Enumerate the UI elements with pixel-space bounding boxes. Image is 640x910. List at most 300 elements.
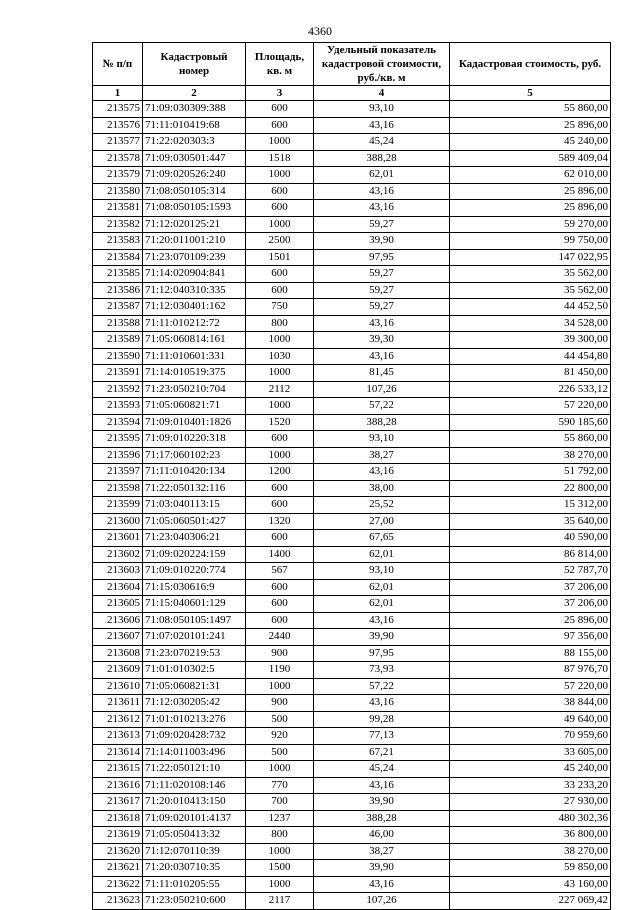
cell-area: 750 <box>246 299 314 316</box>
cell-cadastral-number: 71:09:030309:388 <box>143 101 246 118</box>
cell-area: 500 <box>246 744 314 761</box>
cell-cadastral-number: 71:15:030616:9 <box>143 579 246 596</box>
cell-cadastral-value: 59 850,00 <box>450 860 611 877</box>
cell-specific-rate: 62,01 <box>314 596 450 613</box>
cell-index: 213614 <box>93 744 143 761</box>
cell-cadastral-number: 71:20:030710:35 <box>143 860 246 877</box>
cell-index: 213577 <box>93 134 143 151</box>
cell-area: 1520 <box>246 414 314 431</box>
column-number-row <box>93 86 611 101</box>
cell-area: 600 <box>246 101 314 118</box>
cell-specific-rate: 107,26 <box>314 381 450 398</box>
table-row <box>93 629 611 646</box>
cell-cadastral-number: 71:12:070110:39 <box>143 843 246 860</box>
cell-cadastral-number: 71:23:070109:239 <box>143 249 246 266</box>
cell-cadastral-number: 71:17:060102:23 <box>143 447 246 464</box>
cell-area: 567 <box>246 563 314 580</box>
cell-area: 600 <box>246 282 314 299</box>
cell-specific-rate: 39,30 <box>314 332 450 349</box>
header-cadastral-number: Кадастровый номер <box>143 43 246 86</box>
cell-cadastral-value: 35 562,00 <box>450 282 611 299</box>
cell-specific-rate: 39,90 <box>314 794 450 811</box>
cell-area: 1000 <box>246 678 314 695</box>
table-row <box>93 480 611 497</box>
cell-index: 213604 <box>93 579 143 596</box>
cell-specific-rate: 43,16 <box>314 348 450 365</box>
table-row <box>93 183 611 200</box>
cell-index: 213611 <box>93 695 143 712</box>
table-row <box>93 431 611 448</box>
column-number: 3 <box>246 86 314 101</box>
cell-specific-rate: 388,28 <box>314 810 450 827</box>
cell-index: 213607 <box>93 629 143 646</box>
cell-area: 2117 <box>246 893 314 910</box>
table-row <box>93 761 611 778</box>
table-row <box>93 101 611 118</box>
cell-cadastral-number: 71:09:010401:1826 <box>143 414 246 431</box>
cell-cadastral-number: 71:08:050105:1593 <box>143 200 246 217</box>
cell-cadastral-number: 71:12:030401:162 <box>143 299 246 316</box>
cell-cadastral-number: 71:09:030501:447 <box>143 150 246 167</box>
cell-area: 2112 <box>246 381 314 398</box>
table-row <box>93 662 611 679</box>
cell-specific-rate: 39,90 <box>314 629 450 646</box>
cell-cadastral-value: 44 454,80 <box>450 348 611 365</box>
cell-specific-rate: 107,26 <box>314 893 450 910</box>
cell-cadastral-value: 55 860,00 <box>450 101 611 118</box>
cell-cadastral-number: 71:09:020526:240 <box>143 167 246 184</box>
cell-cadastral-number: 71:09:010220:318 <box>143 431 246 448</box>
cell-area: 500 <box>246 711 314 728</box>
cell-cadastral-number: 71:09:010220:774 <box>143 563 246 580</box>
cell-cadastral-number: 71:09:020428:732 <box>143 728 246 745</box>
table-row <box>93 678 611 695</box>
cell-specific-rate: 38,27 <box>314 447 450 464</box>
cell-index: 213597 <box>93 464 143 481</box>
cell-index: 213587 <box>93 299 143 316</box>
cell-area: 1500 <box>246 860 314 877</box>
cell-specific-rate: 93,10 <box>314 101 450 118</box>
cell-specific-rate: 97,95 <box>314 249 450 266</box>
table-row <box>93 216 611 233</box>
cell-cadastral-number: 71:05:060814:161 <box>143 332 246 349</box>
cell-cadastral-number: 71:20:011001:210 <box>143 233 246 250</box>
cell-area: 600 <box>246 497 314 514</box>
table-row <box>93 579 611 596</box>
table-row <box>93 843 611 860</box>
cell-cadastral-number: 71:08:050105:314 <box>143 183 246 200</box>
cell-cadastral-value: 99 750,00 <box>450 233 611 250</box>
cell-cadastral-number: 71:12:020125:21 <box>143 216 246 233</box>
cell-cadastral-number: 71:05:060821:71 <box>143 398 246 415</box>
cell-index: 213594 <box>93 414 143 431</box>
cell-specific-rate: 39,90 <box>314 860 450 877</box>
cell-area: 900 <box>246 645 314 662</box>
cell-index: 213605 <box>93 596 143 613</box>
cell-area: 1237 <box>246 810 314 827</box>
column-number: 2 <box>143 86 246 101</box>
cell-cadastral-number: 71:03:040113:15 <box>143 497 246 514</box>
cell-cadastral-number: 71:11:020108:146 <box>143 777 246 794</box>
cell-area: 920 <box>246 728 314 745</box>
cell-specific-rate: 43,16 <box>314 464 450 481</box>
cell-cadastral-value: 25 896,00 <box>450 200 611 217</box>
cell-cadastral-value: 57 220,00 <box>450 678 611 695</box>
cell-specific-rate: 27,00 <box>314 513 450 530</box>
cell-specific-rate: 45,24 <box>314 761 450 778</box>
cell-area: 1000 <box>246 447 314 464</box>
cell-index: 213615 <box>93 761 143 778</box>
cell-index: 213602 <box>93 546 143 563</box>
cell-area: 1200 <box>246 464 314 481</box>
cell-index: 213619 <box>93 827 143 844</box>
cell-cadastral-number: 71:12:040310:335 <box>143 282 246 299</box>
cell-area: 1000 <box>246 134 314 151</box>
cell-area: 2500 <box>246 233 314 250</box>
cell-cadastral-value: 33 605,00 <box>450 744 611 761</box>
cell-cadastral-number: 71:22:020303:3 <box>143 134 246 151</box>
cell-area: 1000 <box>246 216 314 233</box>
cell-cadastral-value: 59 270,00 <box>450 216 611 233</box>
table-row <box>93 777 611 794</box>
cell-index: 213591 <box>93 365 143 382</box>
cell-area: 1000 <box>246 843 314 860</box>
cell-index: 213617 <box>93 794 143 811</box>
cell-index: 213623 <box>93 893 143 910</box>
cell-area: 1030 <box>246 348 314 365</box>
cell-cadastral-value: 45 240,00 <box>450 761 611 778</box>
cell-cadastral-number: 71:22:050132:116 <box>143 480 246 497</box>
cell-cadastral-value: 480 302,36 <box>450 810 611 827</box>
cell-index: 213606 <box>93 612 143 629</box>
cell-specific-rate: 38,27 <box>314 843 450 860</box>
cell-cadastral-value: 70 959,60 <box>450 728 611 745</box>
cell-cadastral-number: 71:05:060821:31 <box>143 678 246 695</box>
cell-index: 213613 <box>93 728 143 745</box>
cell-area: 2440 <box>246 629 314 646</box>
cell-area: 1000 <box>246 398 314 415</box>
cell-cadastral-value: 87 976,70 <box>450 662 611 679</box>
table-row <box>93 530 611 547</box>
cell-cadastral-number: 71:23:070219:53 <box>143 645 246 662</box>
cell-specific-rate: 43,16 <box>314 200 450 217</box>
cell-specific-rate: 67,65 <box>314 530 450 547</box>
cell-index: 213581 <box>93 200 143 217</box>
cell-cadastral-number: 71:14:010519:375 <box>143 365 246 382</box>
cell-specific-rate: 43,16 <box>314 183 450 200</box>
table-row <box>93 876 611 893</box>
header-index: № п/п <box>93 43 143 86</box>
table-row <box>93 233 611 250</box>
cell-area: 600 <box>246 117 314 134</box>
cell-area: 600 <box>246 266 314 283</box>
cell-cadastral-number: 71:05:050413:32 <box>143 827 246 844</box>
table-row <box>93 200 611 217</box>
cell-specific-rate: 43,16 <box>314 612 450 629</box>
cell-specific-rate: 39,90 <box>314 233 450 250</box>
cell-cadastral-value: 15 312,00 <box>450 497 611 514</box>
cell-area: 1190 <box>246 662 314 679</box>
cell-specific-rate: 43,16 <box>314 315 450 332</box>
cell-specific-rate: 43,16 <box>314 777 450 794</box>
cell-index: 213583 <box>93 233 143 250</box>
cell-cadastral-number: 71:09:020224:159 <box>143 546 246 563</box>
cell-index: 213584 <box>93 249 143 266</box>
cell-cadastral-value: 45 240,00 <box>450 134 611 151</box>
cell-area: 1000 <box>246 167 314 184</box>
table-row <box>93 596 611 613</box>
cell-specific-rate: 59,27 <box>314 299 450 316</box>
cell-area: 600 <box>246 431 314 448</box>
cell-area: 600 <box>246 579 314 596</box>
table-row <box>93 348 611 365</box>
table-row <box>93 315 611 332</box>
cell-specific-rate: 81,45 <box>314 365 450 382</box>
column-number: 4 <box>314 86 450 101</box>
cell-cadastral-value: 33 233,20 <box>450 777 611 794</box>
cell-cadastral-value: 51 792,00 <box>450 464 611 481</box>
cell-cadastral-value: 25 896,00 <box>450 612 611 629</box>
header-cadastral-value: Кадастровая стоимость, руб. <box>450 43 611 86</box>
cell-cadastral-number: 71:23:040306:21 <box>143 530 246 547</box>
cell-index: 213618 <box>93 810 143 827</box>
cell-cadastral-value: 37 206,00 <box>450 596 611 613</box>
cell-specific-rate: 62,01 <box>314 167 450 184</box>
cell-cadastral-value: 97 356,00 <box>450 629 611 646</box>
table-row <box>93 167 611 184</box>
cell-cadastral-number: 71:08:050105:1497 <box>143 612 246 629</box>
cell-cadastral-value: 40 590,00 <box>450 530 611 547</box>
table-body <box>93 101 611 910</box>
table-row <box>93 612 611 629</box>
table-row <box>93 134 611 151</box>
cell-cadastral-value: 34 528,00 <box>450 315 611 332</box>
table-row <box>93 447 611 464</box>
table-row <box>93 810 611 827</box>
cell-specific-rate: 67,21 <box>314 744 450 761</box>
cell-index: 213612 <box>93 711 143 728</box>
cell-area: 600 <box>246 596 314 613</box>
cell-area: 1400 <box>246 546 314 563</box>
cell-index: 213579 <box>93 167 143 184</box>
cell-index: 213622 <box>93 876 143 893</box>
cell-area: 600 <box>246 530 314 547</box>
cell-index: 213600 <box>93 513 143 530</box>
cell-cadastral-number: 71:11:010601:331 <box>143 348 246 365</box>
cell-specific-rate: 388,28 <box>314 414 450 431</box>
column-number: 5 <box>450 86 611 101</box>
cell-cadastral-number: 71:15:040601:129 <box>143 596 246 613</box>
cell-specific-rate: 62,01 <box>314 579 450 596</box>
cell-index: 213576 <box>93 117 143 134</box>
cell-index: 213610 <box>93 678 143 695</box>
cell-index: 213582 <box>93 216 143 233</box>
table-row <box>93 299 611 316</box>
cell-cadastral-number: 71:22:050121:10 <box>143 761 246 778</box>
cell-area: 1000 <box>246 365 314 382</box>
cell-cadastral-number: 71:01:010213:276 <box>143 711 246 728</box>
cell-cadastral-value: 88 155,00 <box>450 645 611 662</box>
cell-index: 213588 <box>93 315 143 332</box>
cell-specific-rate: 59,27 <box>314 266 450 283</box>
table-row <box>93 464 611 481</box>
column-number: 1 <box>93 86 143 101</box>
cell-index: 213595 <box>93 431 143 448</box>
cell-cadastral-number: 71:23:050210:600 <box>143 893 246 910</box>
table-row <box>93 414 611 431</box>
cell-area: 600 <box>246 612 314 629</box>
table-row <box>93 381 611 398</box>
table-row <box>93 332 611 349</box>
table-row <box>93 398 611 415</box>
cell-cadastral-value: 62 010,00 <box>450 167 611 184</box>
cell-area: 1320 <box>246 513 314 530</box>
cell-cadastral-number: 71:07:020101:241 <box>143 629 246 646</box>
cell-specific-rate: 46,00 <box>314 827 450 844</box>
cell-specific-rate: 38,00 <box>314 480 450 497</box>
cell-specific-rate: 73,93 <box>314 662 450 679</box>
cell-index: 213599 <box>93 497 143 514</box>
cell-area: 600 <box>246 200 314 217</box>
cell-cadastral-value: 39 300,00 <box>450 332 611 349</box>
cell-area: 700 <box>246 794 314 811</box>
table-row <box>93 249 611 266</box>
cell-index: 213616 <box>93 777 143 794</box>
cell-cadastral-value: 81 450,00 <box>450 365 611 382</box>
cell-index: 213601 <box>93 530 143 547</box>
table-row <box>93 563 611 580</box>
cell-index: 213585 <box>93 266 143 283</box>
table-row <box>93 117 611 134</box>
table-row <box>93 497 611 514</box>
table-row <box>93 744 611 761</box>
cell-cadastral-number: 71:11:010205:55 <box>143 876 246 893</box>
cell-area: 1000 <box>246 761 314 778</box>
table-row <box>93 513 611 530</box>
table-row <box>93 266 611 283</box>
table-row <box>93 546 611 563</box>
cell-cadastral-value: 35 640,00 <box>450 513 611 530</box>
cell-index: 213608 <box>93 645 143 662</box>
cell-cadastral-value: 52 787,70 <box>450 563 611 580</box>
cell-cadastral-number: 71:20:010413:150 <box>143 794 246 811</box>
table-row <box>93 711 611 728</box>
cell-index: 213586 <box>93 282 143 299</box>
cell-cadastral-value: 38 270,00 <box>450 447 611 464</box>
cell-specific-rate: 59,27 <box>314 282 450 299</box>
table-row <box>93 282 611 299</box>
cell-cadastral-value: 36 800,00 <box>450 827 611 844</box>
cell-area: 600 <box>246 183 314 200</box>
table-row <box>93 893 611 910</box>
cell-cadastral-value: 44 452,50 <box>450 299 611 316</box>
cell-cadastral-number: 71:14:011003:496 <box>143 744 246 761</box>
table-row <box>93 695 611 712</box>
table-row <box>93 860 611 877</box>
cell-index: 213589 <box>93 332 143 349</box>
cell-cadastral-number: 71:12:030205:42 <box>143 695 246 712</box>
cell-area: 800 <box>246 827 314 844</box>
cell-cadastral-value: 25 896,00 <box>450 183 611 200</box>
cell-cadastral-number: 71:09:020101:4137 <box>143 810 246 827</box>
cell-index: 213590 <box>93 348 143 365</box>
cell-cadastral-number: 71:23:050210:704 <box>143 381 246 398</box>
cell-cadastral-value: 43 160,00 <box>450 876 611 893</box>
table-row <box>93 645 611 662</box>
cell-index: 213575 <box>93 101 143 118</box>
table-row <box>93 794 611 811</box>
cell-index: 213596 <box>93 447 143 464</box>
cell-area: 1518 <box>246 150 314 167</box>
header-area: Площадь, кв. м <box>246 43 314 86</box>
cell-cadastral-value: 590 185,60 <box>450 414 611 431</box>
cell-cadastral-number: 71:11:010420:134 <box>143 464 246 481</box>
cell-index: 213620 <box>93 843 143 860</box>
cell-specific-rate: 57,22 <box>314 398 450 415</box>
cell-index: 213621 <box>93 860 143 877</box>
table-row <box>93 827 611 844</box>
cell-index: 213593 <box>93 398 143 415</box>
cell-cadastral-value: 25 896,00 <box>450 117 611 134</box>
cell-cadastral-value: 147 022,95 <box>450 249 611 266</box>
cell-specific-rate: 45,24 <box>314 134 450 151</box>
cell-cadastral-value: 35 562,00 <box>450 266 611 283</box>
cell-specific-rate: 93,10 <box>314 563 450 580</box>
cell-specific-rate: 43,16 <box>314 876 450 893</box>
cell-area: 900 <box>246 695 314 712</box>
cell-cadastral-value: 226 533,12 <box>450 381 611 398</box>
cell-specific-rate: 388,28 <box>314 150 450 167</box>
cell-cadastral-value: 37 206,00 <box>450 579 611 596</box>
cell-specific-rate: 43,16 <box>314 695 450 712</box>
table-row <box>93 150 611 167</box>
cell-cadastral-value: 86 814,00 <box>450 546 611 563</box>
header-specific-rate: Удельный показатель кадастровой стоимости, руб./кв. м <box>314 43 450 86</box>
table-row <box>93 365 611 382</box>
cell-area: 1000 <box>246 876 314 893</box>
cadastral-value-table <box>92 42 611 910</box>
cell-cadastral-value: 589 409,04 <box>450 150 611 167</box>
cell-area: 800 <box>246 315 314 332</box>
cell-specific-rate: 59,27 <box>314 216 450 233</box>
cell-index: 213598 <box>93 480 143 497</box>
cell-cadastral-value: 49 640,00 <box>450 711 611 728</box>
cell-cadastral-number: 71:01:010302:5 <box>143 662 246 679</box>
cell-specific-rate: 57,22 <box>314 678 450 695</box>
cell-cadastral-number: 71:05:060501:427 <box>143 513 246 530</box>
cell-cadastral-value: 38 270,00 <box>450 843 611 860</box>
cell-cadastral-value: 227 069,42 <box>450 893 611 910</box>
cell-index: 213592 <box>93 381 143 398</box>
cell-index: 213609 <box>93 662 143 679</box>
cell-cadastral-value: 22 800,00 <box>450 480 611 497</box>
cell-specific-rate: 97,95 <box>314 645 450 662</box>
cell-area: 600 <box>246 480 314 497</box>
cell-cadastral-value: 27 930,00 <box>450 794 611 811</box>
cell-cadastral-value: 55 860,00 <box>450 431 611 448</box>
cell-index: 213580 <box>93 183 143 200</box>
cell-index: 213578 <box>93 150 143 167</box>
cell-specific-rate: 77,13 <box>314 728 450 745</box>
cell-area: 1501 <box>246 249 314 266</box>
cell-cadastral-value: 57 220,00 <box>450 398 611 415</box>
cell-specific-rate: 93,10 <box>314 431 450 448</box>
cell-cadastral-number: 71:14:020904:841 <box>143 266 246 283</box>
table-row <box>93 728 611 745</box>
cell-index: 213603 <box>93 563 143 580</box>
cell-area: 770 <box>246 777 314 794</box>
cell-specific-rate: 25,52 <box>314 497 450 514</box>
